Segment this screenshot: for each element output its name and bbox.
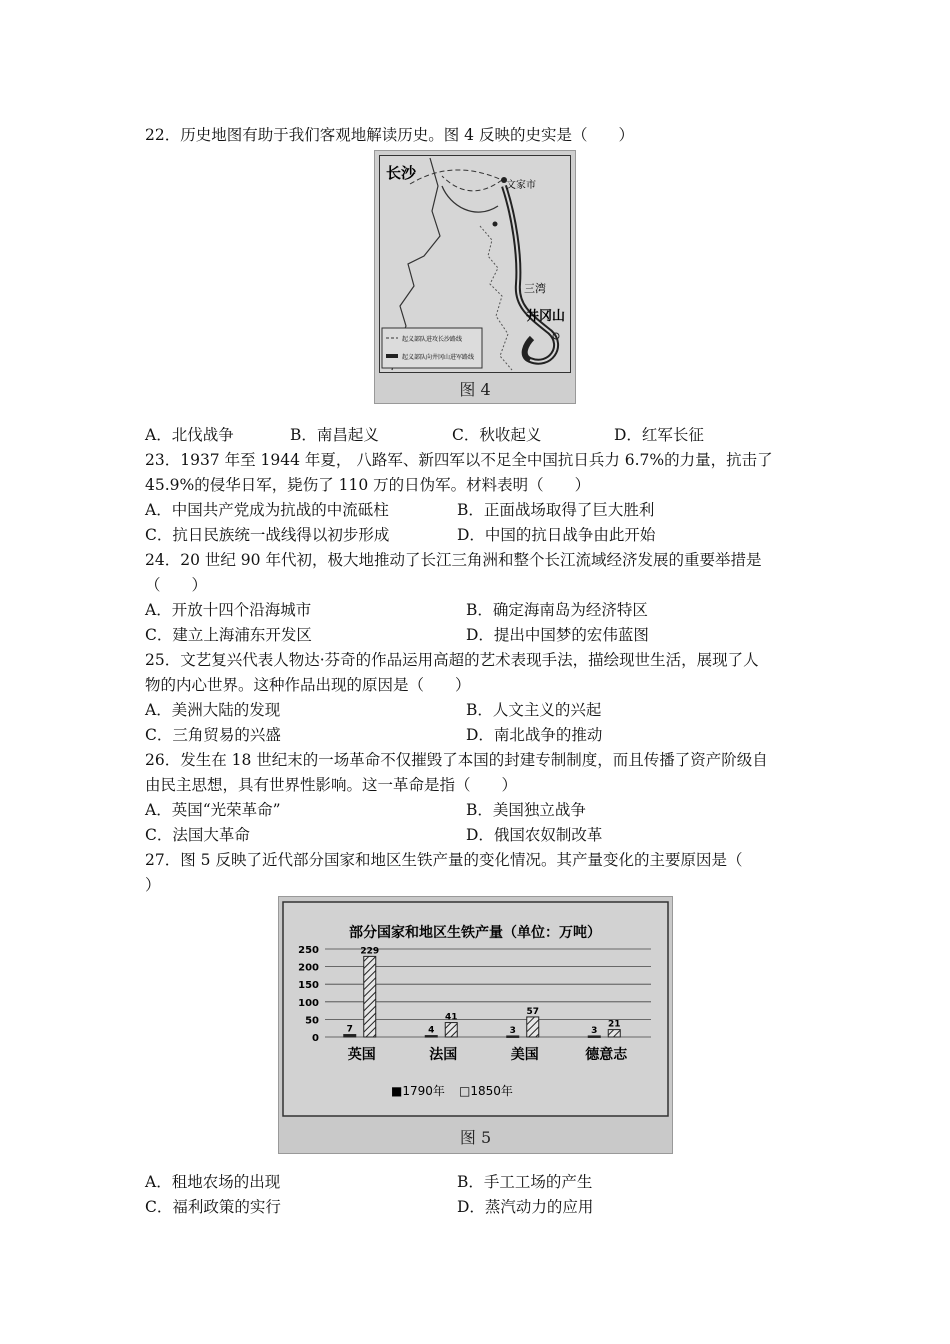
legend-1850: □1850年 bbox=[459, 1084, 513, 1098]
category-label: 德意志 bbox=[585, 1047, 628, 1063]
data-label: 4 bbox=[428, 1025, 435, 1036]
bar-英国-1850年 bbox=[364, 956, 376, 1037]
label-wenjiashi: 文家市 bbox=[506, 180, 536, 191]
chart-title: 部分国家和地区生铁产量（单位：万吨） bbox=[349, 925, 601, 941]
category-label: 法国 bbox=[429, 1047, 458, 1063]
q24-stem-line-1: 24．20 世纪 90 年代初，极大地推动了长江三角洲和整个长江流域经济发展的重要举措是 bbox=[145, 551, 762, 569]
route-map bbox=[380, 156, 570, 372]
q23-option-d: D．中国的抗日战争由此开始 bbox=[457, 526, 656, 544]
q23-stem-line-1: 23．1937 年至 1944 年夏， 八路军、新四军以不足全中国抗日兵力 6.7%的力量，抗击了 bbox=[145, 451, 773, 469]
q24-stem-line-2: （ ） bbox=[145, 576, 208, 594]
category-label: 英国 bbox=[347, 1047, 376, 1063]
q25-option-d: D．南北战争的推动 bbox=[466, 726, 603, 744]
q26-option-c: C．法国大革命 bbox=[145, 826, 250, 844]
q24-option-a: A．开放十四个沿海城市 bbox=[145, 601, 312, 619]
map-frame bbox=[379, 155, 571, 373]
q27-stem-line-1: 27．图 5 反映了近代部分国家和地区生铁产量的变化情况。其产量变化的主要原因是（ bbox=[145, 851, 743, 869]
q22-option-d: D．红军长征 bbox=[614, 426, 704, 444]
label-changsha: 长沙 bbox=[386, 164, 417, 182]
data-label: 41 bbox=[444, 1012, 458, 1023]
q26-stem-line-1: 26．发生在 18 世纪末的一场革命不仅摧毁了本国的封建专制制度，而且传播了资产阶级自 bbox=[145, 751, 768, 769]
map-figure-4 bbox=[374, 150, 576, 404]
q25-option-c: C．三角贸易的兴盛 bbox=[145, 726, 281, 744]
q23-option-a: A．中国共产党成为抗战的中流砥柱 bbox=[145, 501, 389, 519]
label-jinggangshan: 井冈山 bbox=[526, 309, 566, 324]
chart-figure-5 bbox=[278, 896, 673, 1154]
q24-option-b: B．确定海南岛为经济特区 bbox=[466, 601, 648, 619]
bar-美国-1790年 bbox=[507, 1036, 519, 1038]
bar-德意志-1790年 bbox=[588, 1036, 600, 1038]
y-tick-label: 250 bbox=[298, 945, 319, 956]
y-tick-label: 0 bbox=[312, 1033, 319, 1044]
y-tick-label: 200 bbox=[298, 962, 319, 974]
dashed-route bbox=[410, 170, 502, 184]
bar-德意志-1850年 bbox=[608, 1030, 620, 1037]
q26-stem-line-2: 由民主思想，具有世界性影响。这一革命是指（ ） bbox=[145, 776, 518, 794]
iron-output-chart bbox=[279, 897, 672, 1119]
q25-stem-line-1: 25．文艺复兴代表人物达·芬奇的作品运用高超的艺术表现手法，描绘现世生活，展现了人 bbox=[145, 651, 759, 669]
y-tick-label: 100 bbox=[298, 997, 319, 1009]
q25-option-b: B．人文主义的兴起 bbox=[466, 701, 602, 719]
q26-option-d: D．俄国农奴制改革 bbox=[466, 826, 603, 844]
data-label: 3 bbox=[591, 1025, 598, 1036]
bar-英国-1790年 bbox=[344, 1035, 356, 1037]
q26-option-b: B．美国独立战争 bbox=[466, 801, 586, 819]
q23-stem-line-2: 45.9%的侵华日军，毙伤了 110 万的日伪军。材料表明（ ） bbox=[145, 476, 591, 494]
march-route-inner bbox=[504, 186, 556, 362]
y-tick-label: 150 bbox=[298, 980, 319, 992]
data-label: 21 bbox=[607, 1019, 621, 1030]
label-sanwan: 三湾 bbox=[524, 282, 546, 295]
q27-option-a: A．租地农场的出现 bbox=[145, 1173, 281, 1191]
legend-1790: ■1790年 bbox=[391, 1084, 445, 1098]
y-tick-label: 50 bbox=[305, 1015, 319, 1027]
figure-5-caption: 图 5 bbox=[459, 1128, 492, 1147]
q22-stem: 22．历史地图有助于我们客观地解读历史。图 4 反映的史实是（ ） bbox=[145, 126, 634, 144]
solid-route bbox=[442, 186, 498, 212]
q24-option-c: C．建立上海浦东开发区 bbox=[145, 626, 312, 644]
q25-stem-line-2: 物的内心世界。这种作品出现的原因是（ ） bbox=[145, 676, 471, 694]
map-legend bbox=[382, 328, 482, 368]
q26-option-a: A．英国“光荣革命” bbox=[145, 801, 281, 819]
q23-option-b: B．正面战场取得了巨大胜利 bbox=[457, 501, 655, 519]
bar-美国-1850年 bbox=[527, 1017, 539, 1037]
q24-option-d: D．提出中国梦的宏伟蓝图 bbox=[466, 626, 649, 644]
category-label: 美国 bbox=[510, 1047, 539, 1063]
data-label: 57 bbox=[526, 1006, 540, 1017]
data-label: 3 bbox=[509, 1025, 516, 1036]
q27-stem-line-2: ） bbox=[145, 876, 161, 894]
legend-text-2: 起义部队向井冈山进军路线 bbox=[402, 354, 475, 361]
q25-option-a: A．美洲大陆的发现 bbox=[145, 701, 281, 719]
border-line bbox=[480, 226, 512, 370]
bar-法国-1850年 bbox=[445, 1023, 457, 1037]
data-label: 7 bbox=[346, 1024, 353, 1035]
legend-text-1: 起义部队进攻长沙路线 bbox=[402, 336, 463, 343]
q22-option-b: B．南昌起义 bbox=[290, 426, 379, 444]
city-marker bbox=[493, 222, 498, 227]
dashed-route bbox=[442, 176, 502, 191]
figure-4-caption: 图 4 bbox=[459, 380, 491, 399]
q23-option-c: C．抗日民族统一战线得以初步形成 bbox=[145, 526, 390, 544]
bar-法国-1790年 bbox=[425, 1036, 437, 1038]
q27-option-c: C．福利政策的实行 bbox=[145, 1198, 281, 1216]
q22-option-c: C．秋收起义 bbox=[452, 426, 542, 444]
q27-option-d: D．蒸汽动力的应用 bbox=[457, 1198, 594, 1216]
q27-option-b: B．手工工场的产生 bbox=[457, 1173, 593, 1191]
q22-option-a: A．北伐战争 bbox=[145, 426, 234, 444]
data-label: 229 bbox=[360, 946, 380, 957]
